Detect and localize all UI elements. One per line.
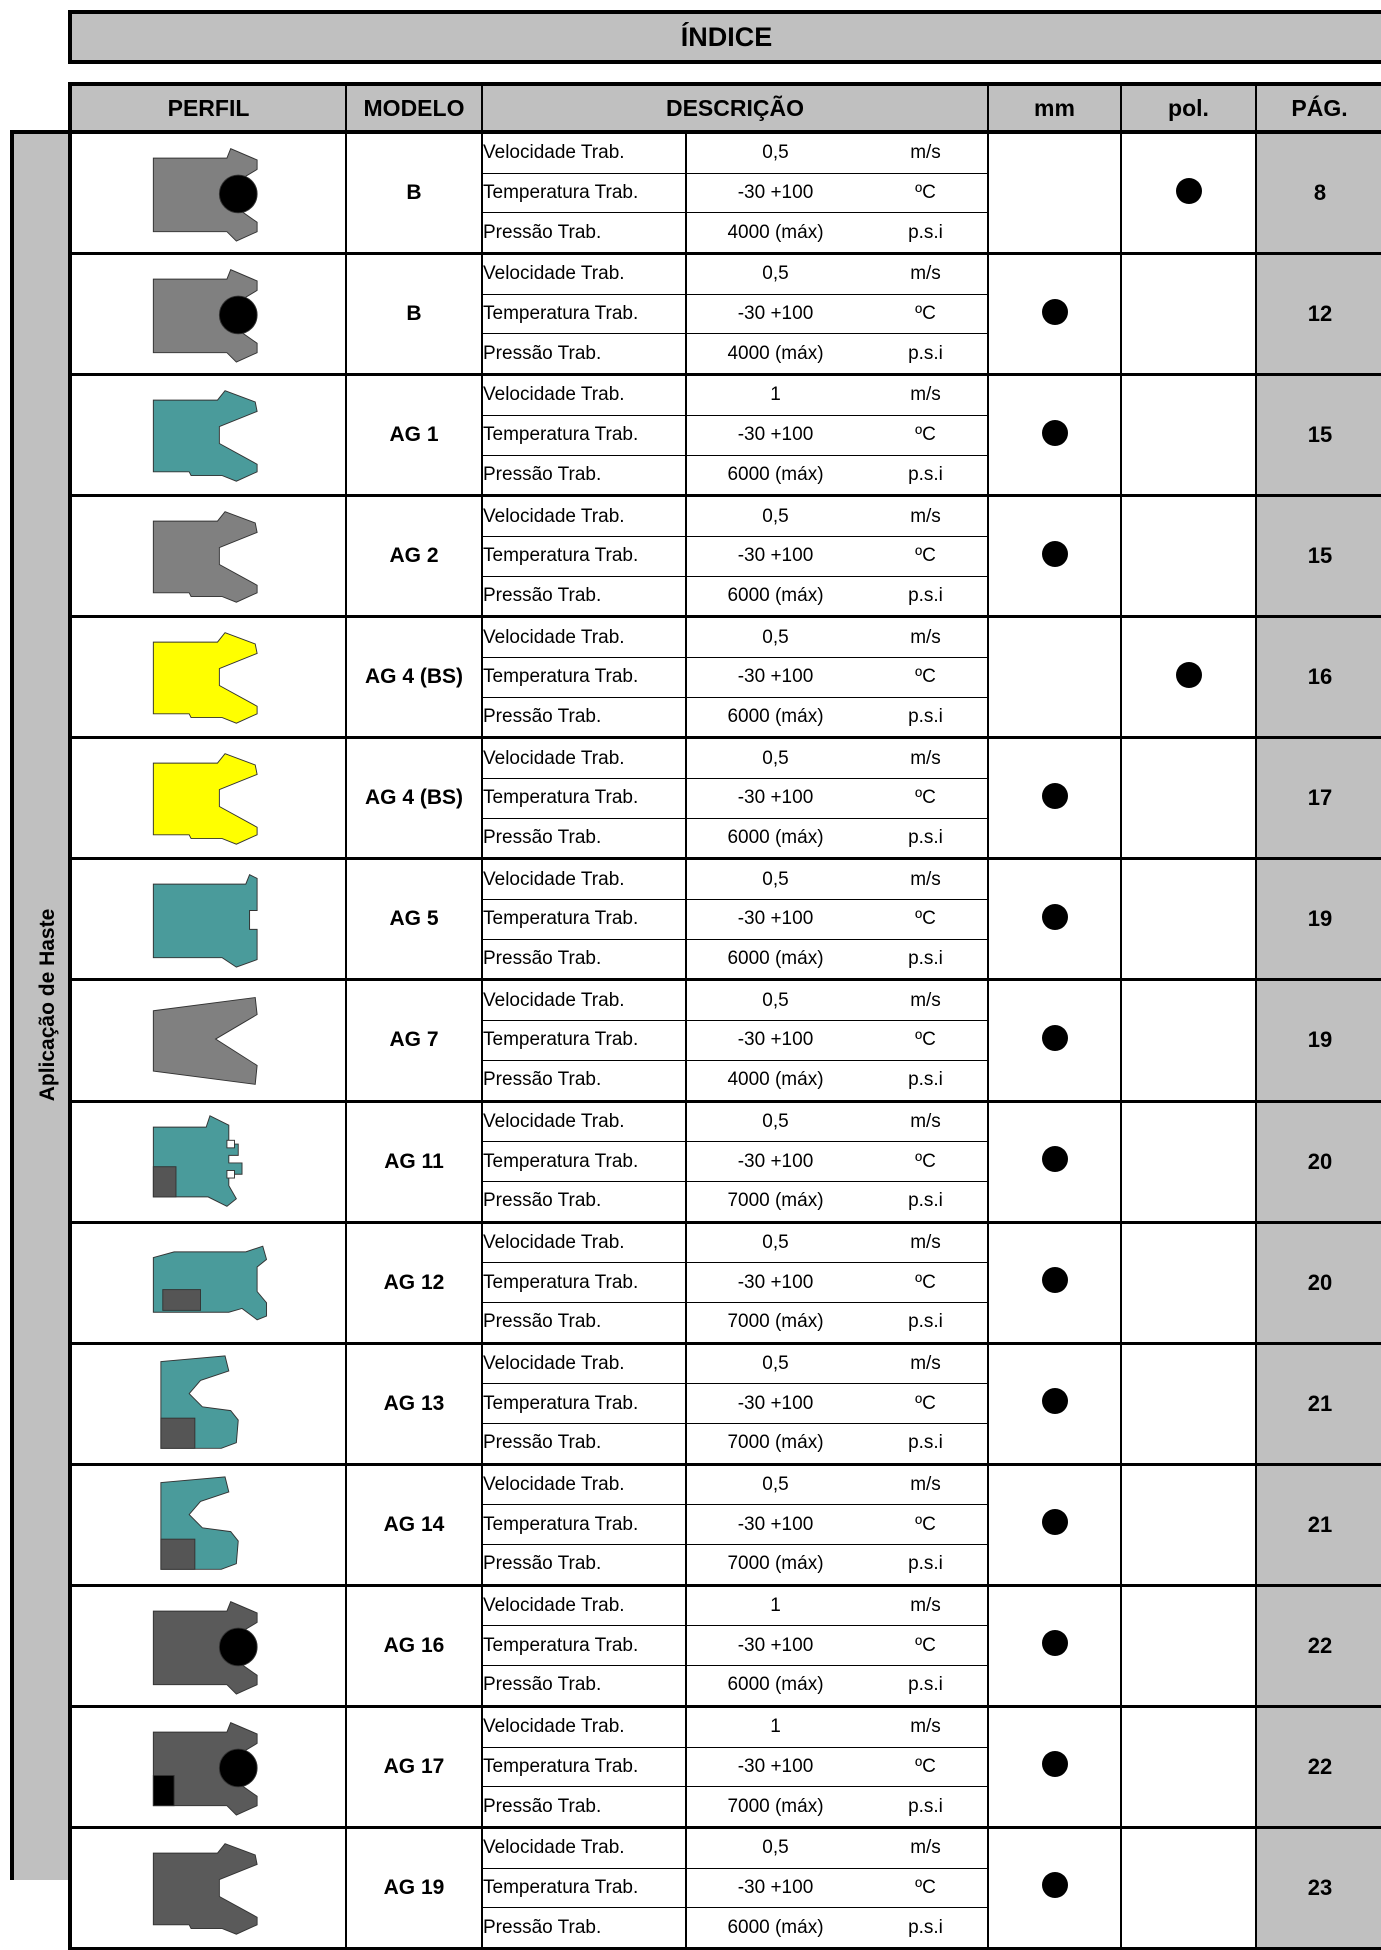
desc-value: 0,5 (686, 738, 864, 779)
profile-cell (70, 1222, 346, 1343)
desc-value: 6000 (máx) (686, 818, 864, 859)
desc-unit: p.s.i (864, 697, 988, 738)
mm-cell (988, 738, 1121, 859)
page-number[interactable]: 23 (1256, 1827, 1381, 1948)
desc-value: 4000 (máx) (686, 334, 864, 375)
desc-unit: m/s (864, 1222, 988, 1263)
desc-label: Velocidade Trab. (482, 375, 686, 416)
desc-value: 0,5 (686, 1101, 864, 1142)
desc-label: Velocidade Trab. (482, 617, 686, 658)
model-cell: B (346, 132, 482, 254)
desc-unit: ºC (864, 1626, 988, 1666)
desc-unit: p.s.i (864, 334, 988, 375)
page-number[interactable]: 12 (1256, 254, 1381, 375)
desc-label: Temperatura Trab. (482, 173, 686, 213)
pol-cell (1121, 980, 1256, 1101)
desc-unit: m/s (864, 859, 988, 900)
desc-unit: m/s (864, 980, 988, 1021)
desc-value: 0,5 (686, 1222, 864, 1263)
desc-value: 4000 (máx) (686, 213, 864, 254)
desc-label: Temperatura Trab. (482, 1505, 686, 1545)
header-pag: PÁG. (1256, 84, 1381, 132)
desc-label: Velocidade Trab. (482, 1343, 686, 1384)
profile-cell (70, 375, 346, 496)
profile-cell (70, 132, 346, 254)
seal-lip-ring-icon (144, 1475, 274, 1575)
pol-cell (1121, 1827, 1256, 1948)
desc-unit: ºC (864, 779, 988, 819)
seal-b-oring-icon (144, 264, 274, 364)
page-number[interactable]: 16 (1256, 617, 1381, 738)
bullet-icon (1042, 420, 1068, 446)
table-row (70, 132, 1381, 173)
desc-label: Temperatura Trab. (482, 1263, 686, 1303)
table-row (70, 859, 1381, 900)
desc-label: Pressão Trab. (482, 334, 686, 375)
desc-label: Velocidade Trab. (482, 496, 686, 537)
desc-label: Pressão Trab. (482, 455, 686, 496)
bullet-icon (1176, 662, 1202, 688)
model-cell: AG 5 (346, 859, 482, 980)
model-cell: AG 19 (346, 1827, 482, 1948)
seal-b-oring-ring-icon (144, 1717, 274, 1817)
desc-label: Temperatura Trab. (482, 1626, 686, 1666)
table-row (70, 738, 1381, 779)
bullet-icon (1042, 1630, 1068, 1656)
model-cell: AG 16 (346, 1585, 482, 1706)
profile-cell (70, 617, 346, 738)
desc-label: Pressão Trab. (482, 1545, 686, 1586)
seal-u-cup-icon (144, 748, 274, 848)
pol-cell (1121, 496, 1256, 617)
desc-value: 1 (686, 375, 864, 416)
desc-value: 7000 (máx) (686, 1424, 864, 1465)
table-row (70, 980, 1381, 1021)
seal-stepped-ring-icon (144, 1112, 274, 1212)
desc-unit: p.s.i (864, 1424, 988, 1465)
desc-value: 1 (686, 1585, 864, 1626)
desc-value: 6000 (máx) (686, 1666, 864, 1707)
model-cell: AG 12 (346, 1222, 482, 1343)
desc-value: -30 +100 (686, 1384, 864, 1424)
desc-label: Velocidade Trab. (482, 738, 686, 779)
desc-value: 0,5 (686, 1464, 864, 1505)
page-number[interactable]: 15 (1256, 375, 1381, 496)
desc-label: Pressão Trab. (482, 818, 686, 859)
desc-unit: m/s (864, 1343, 988, 1384)
desc-value: 1 (686, 1706, 864, 1747)
table-row (70, 496, 1381, 537)
desc-unit: m/s (864, 738, 988, 779)
seal-block-icon (144, 869, 274, 969)
desc-unit: p.s.i (864, 455, 988, 496)
desc-unit: ºC (864, 1021, 988, 1061)
page-number[interactable]: 15 (1256, 496, 1381, 617)
table-row (70, 1343, 1381, 1384)
side-category-label: Aplicação de Haste (36, 908, 59, 1102)
desc-label: Pressão Trab. (482, 1424, 686, 1465)
desc-value: -30 +100 (686, 536, 864, 576)
bullet-icon (1042, 1267, 1068, 1293)
page-number[interactable]: 21 (1256, 1464, 1381, 1585)
desc-label: Pressão Trab. (482, 939, 686, 980)
pol-cell (1121, 859, 1256, 980)
pol-cell (1121, 1101, 1256, 1222)
mm-cell (988, 980, 1121, 1101)
bullet-icon (1042, 1146, 1068, 1172)
profile-cell (70, 1706, 346, 1827)
desc-label: Temperatura Trab. (482, 1021, 686, 1061)
mm-cell (988, 132, 1121, 254)
desc-label: Temperatura Trab. (482, 779, 686, 819)
desc-label: Temperatura Trab. (482, 900, 686, 940)
header-modelo: MODELO (346, 84, 482, 132)
desc-value: -30 +100 (686, 1142, 864, 1182)
desc-value: -30 +100 (686, 173, 864, 213)
desc-value: -30 +100 (686, 779, 864, 819)
table-row (70, 1464, 1381, 1505)
desc-unit: ºC (864, 1142, 988, 1182)
desc-value: 0,5 (686, 859, 864, 900)
desc-label: Temperatura Trab. (482, 657, 686, 697)
desc-unit: p.s.i (864, 1787, 988, 1828)
desc-unit: p.s.i (864, 576, 988, 617)
desc-unit: ºC (864, 657, 988, 697)
desc-label: Velocidade Trab. (482, 132, 686, 173)
pol-cell (1121, 1706, 1256, 1827)
page-number[interactable]: 19 (1256, 859, 1381, 980)
desc-label: Velocidade Trab. (482, 254, 686, 295)
desc-value: 6000 (máx) (686, 1908, 864, 1949)
desc-value: 0,5 (686, 1827, 864, 1868)
pol-cell (1121, 375, 1256, 496)
desc-value: 7000 (máx) (686, 1302, 864, 1343)
page-number[interactable]: 20 (1256, 1101, 1381, 1222)
seal-u-cup-icon (144, 627, 274, 727)
desc-label: Velocidade Trab. (482, 980, 686, 1021)
mm-cell (988, 1464, 1121, 1585)
desc-value: 7000 (máx) (686, 1545, 864, 1586)
desc-unit: m/s (864, 1585, 988, 1626)
header-perfil: PERFIL (70, 84, 346, 132)
desc-unit: p.s.i (864, 213, 988, 254)
desc-unit: p.s.i (864, 1060, 988, 1101)
desc-unit: m/s (864, 617, 988, 658)
desc-label: Pressão Trab. (482, 213, 686, 254)
desc-unit: ºC (864, 173, 988, 213)
desc-unit: m/s (864, 1827, 988, 1868)
desc-value: 7000 (máx) (686, 1181, 864, 1222)
seal-b-oring-icon (144, 1596, 274, 1696)
desc-value: 7000 (máx) (686, 1787, 864, 1828)
desc-unit: ºC (864, 1384, 988, 1424)
bullet-icon (1042, 299, 1068, 325)
mm-cell (988, 1101, 1121, 1222)
desc-label: Velocidade Trab. (482, 1706, 686, 1747)
table-row (70, 1222, 1381, 1263)
bullet-icon (1042, 1751, 1068, 1777)
pol-cell (1121, 254, 1256, 375)
desc-value: -30 +100 (686, 1626, 864, 1666)
profile-cell (70, 1827, 346, 1948)
mm-cell (988, 254, 1121, 375)
desc-value: -30 +100 (686, 415, 864, 455)
desc-value: -30 +100 (686, 1868, 864, 1908)
desc-unit: p.s.i (864, 1545, 988, 1586)
desc-label: Pressão Trab. (482, 1181, 686, 1222)
model-cell: AG 4 (BS) (346, 738, 482, 859)
desc-unit: p.s.i (864, 818, 988, 859)
pol-cell (1121, 1464, 1256, 1585)
page-number[interactable]: 22 (1256, 1585, 1381, 1706)
mm-cell (988, 1585, 1121, 1706)
desc-label: Pressão Trab. (482, 1787, 686, 1828)
desc-unit: p.s.i (864, 1666, 988, 1707)
bullet-icon (1042, 1872, 1068, 1898)
model-cell: AG 11 (346, 1101, 482, 1222)
mm-cell (988, 496, 1121, 617)
pol-cell (1121, 132, 1256, 254)
desc-unit: ºC (864, 1263, 988, 1303)
model-cell: AG 4 (BS) (346, 617, 482, 738)
desc-unit: ºC (864, 1505, 988, 1545)
mm-cell (988, 375, 1121, 496)
page-number[interactable]: 19 (1256, 980, 1381, 1101)
desc-label: Pressão Trab. (482, 576, 686, 617)
profile-cell (70, 1101, 346, 1222)
desc-label: Pressão Trab. (482, 1302, 686, 1343)
seal-u-cup-icon (144, 1838, 274, 1938)
header-mm: mm (988, 84, 1121, 132)
desc-value: -30 +100 (686, 1021, 864, 1061)
desc-label: Velocidade Trab. (482, 1222, 686, 1263)
bullet-icon (1042, 1388, 1068, 1414)
desc-label: Pressão Trab. (482, 697, 686, 738)
desc-label: Velocidade Trab. (482, 1101, 686, 1142)
seal-v-icon (144, 990, 274, 1090)
desc-unit: p.s.i (864, 1181, 988, 1222)
desc-label: Temperatura Trab. (482, 1384, 686, 1424)
profile-cell (70, 254, 346, 375)
seal-b-oring-icon (144, 143, 274, 243)
desc-value: 6000 (máx) (686, 697, 864, 738)
mm-cell (988, 1343, 1121, 1464)
desc-unit: ºC (864, 1747, 988, 1787)
index-body (70, 132, 1381, 1948)
table-row (70, 1706, 1381, 1747)
desc-label: Temperatura Trab. (482, 1868, 686, 1908)
desc-unit: ºC (864, 900, 988, 940)
desc-label: Pressão Trab. (482, 1666, 686, 1707)
seal-u-cup-icon (144, 385, 274, 485)
mm-cell (988, 1222, 1121, 1343)
model-cell: AG 7 (346, 980, 482, 1101)
page-number[interactable]: 8 (1256, 132, 1381, 254)
desc-value: 4000 (máx) (686, 1060, 864, 1101)
desc-value: 0,5 (686, 980, 864, 1021)
desc-value: 0,5 (686, 496, 864, 537)
profile-cell (70, 1464, 346, 1585)
profile-cell (70, 1585, 346, 1706)
bullet-icon (1042, 783, 1068, 809)
header-descricao: DESCRIÇÃO (482, 84, 988, 132)
desc-unit: m/s (864, 132, 988, 173)
desc-unit: p.s.i (864, 939, 988, 980)
bullet-icon (1042, 1025, 1068, 1051)
model-cell: AG 14 (346, 1464, 482, 1585)
page-number[interactable]: 17 (1256, 738, 1381, 859)
model-cell: AG 17 (346, 1706, 482, 1827)
model-cell: B (346, 254, 482, 375)
mm-cell (988, 1706, 1121, 1827)
model-cell: AG 2 (346, 496, 482, 617)
page-number[interactable]: 22 (1256, 1706, 1381, 1827)
bullet-icon (1176, 178, 1202, 204)
table-row (70, 1827, 1381, 1868)
profile-cell (70, 980, 346, 1101)
profile-cell (70, 496, 346, 617)
mm-cell (988, 617, 1121, 738)
model-cell: AG 1 (346, 375, 482, 496)
model-cell: AG 13 (346, 1343, 482, 1464)
bullet-icon (1042, 541, 1068, 567)
desc-label: Velocidade Trab. (482, 1585, 686, 1626)
desc-value: -30 +100 (686, 294, 864, 334)
pol-cell (1121, 617, 1256, 738)
seal-u-cup-icon (144, 506, 274, 606)
desc-value: 6000 (máx) (686, 455, 864, 496)
desc-unit: m/s (864, 1101, 988, 1142)
desc-label: Pressão Trab. (482, 1060, 686, 1101)
desc-value: 0,5 (686, 254, 864, 295)
desc-unit: ºC (864, 415, 988, 455)
table-row (70, 254, 1381, 295)
desc-value: -30 +100 (686, 1505, 864, 1545)
desc-unit: m/s (864, 496, 988, 537)
table-row (70, 375, 1381, 416)
desc-value: 0,5 (686, 617, 864, 658)
desc-label: Velocidade Trab. (482, 859, 686, 900)
desc-label: Velocidade Trab. (482, 1464, 686, 1505)
desc-value: -30 +100 (686, 1263, 864, 1303)
desc-label: Temperatura Trab. (482, 1142, 686, 1182)
pol-cell (1121, 738, 1256, 859)
profile-cell (70, 859, 346, 980)
bullet-icon (1042, 1509, 1068, 1535)
page-number[interactable]: 21 (1256, 1343, 1381, 1464)
profile-cell (70, 1343, 346, 1464)
desc-label: Pressão Trab. (482, 1908, 686, 1949)
desc-value: -30 +100 (686, 657, 864, 697)
header-row (70, 84, 1381, 132)
desc-value: 6000 (máx) (686, 576, 864, 617)
index-table (68, 82, 1381, 1950)
desc-value: -30 +100 (686, 1747, 864, 1787)
desc-value: 6000 (máx) (686, 939, 864, 980)
desc-label: Temperatura Trab. (482, 1747, 686, 1787)
desc-unit: p.s.i (864, 1908, 988, 1949)
table-row (70, 617, 1381, 658)
mm-cell (988, 859, 1121, 980)
desc-label: Velocidade Trab. (482, 1827, 686, 1868)
seal-lip-ring-icon (144, 1354, 274, 1454)
desc-unit: ºC (864, 294, 988, 334)
bullet-icon (1042, 904, 1068, 930)
seal-flat-ring-icon (144, 1233, 274, 1333)
header-pol: pol. (1121, 84, 1256, 132)
page-title: ÍNDICE (68, 10, 1381, 64)
desc-unit: m/s (864, 254, 988, 295)
desc-label: Temperatura Trab. (482, 415, 686, 455)
profile-cell (70, 738, 346, 859)
pol-cell (1121, 1343, 1256, 1464)
page-number[interactable]: 20 (1256, 1222, 1381, 1343)
desc-unit: ºC (864, 536, 988, 576)
mm-cell (988, 1827, 1121, 1948)
desc-unit: m/s (864, 1706, 988, 1747)
pol-cell (1121, 1585, 1256, 1706)
desc-unit: m/s (864, 375, 988, 416)
desc-label: Temperatura Trab. (482, 294, 686, 334)
desc-value: -30 +100 (686, 900, 864, 940)
desc-value: 0,5 (686, 1343, 864, 1384)
table-row (70, 1585, 1381, 1626)
desc-unit: m/s (864, 1464, 988, 1505)
desc-unit: ºC (864, 1868, 988, 1908)
desc-value: 0,5 (686, 132, 864, 173)
pol-cell (1121, 1222, 1256, 1343)
desc-unit: p.s.i (864, 1302, 988, 1343)
desc-label: Temperatura Trab. (482, 536, 686, 576)
table-row (70, 1101, 1381, 1142)
